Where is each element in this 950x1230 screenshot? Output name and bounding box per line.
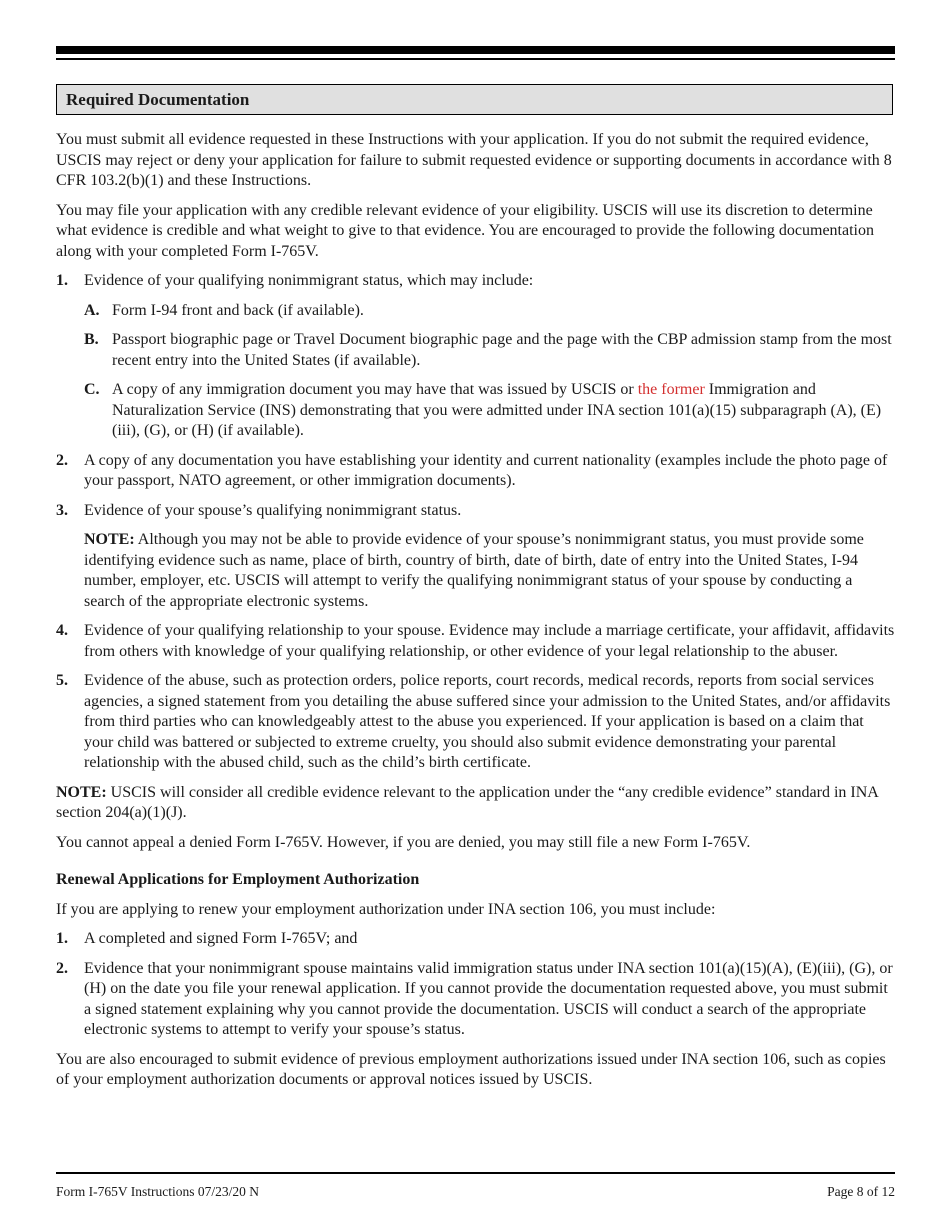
list-letter: A. bbox=[84, 301, 100, 319]
list-text: Evidence of your qualifying nonimmigrant status, which may include: bbox=[84, 272, 534, 289]
list-text: Evidence of the abuse, such as protection orders, police reports, court records, medical records, reports from social services agencies, a signed statement from you detailing the abuse suffered since your admission to the United States, and/or affidavits from third parties who can knowledgeably attest to the abuse you experienced. If your application is based on a claim that your child was battered or subjected to extreme cruelty, you should also submit evidence demonstrating your parental relationship with the abused child, such as the child’s birth certificate. bbox=[84, 672, 891, 771]
list-item-3 bbox=[56, 501, 896, 522]
list-number: 2. bbox=[56, 959, 68, 977]
list-text-before: A copy of any immigration document you may have that was issued by USCIS or bbox=[112, 381, 638, 398]
list-number: 3. bbox=[56, 501, 68, 519]
top-rule-thin bbox=[56, 58, 895, 60]
list-number: 5. bbox=[56, 672, 68, 689]
list-item-5 bbox=[56, 671, 896, 774]
top-rule-thick bbox=[56, 46, 895, 54]
renewal-closing: You are also encouraged to submit evidence of previous employment authorizations issued under INA section 106, such as copies of your employment authorization documents or approval notices issued by USCIS. bbox=[56, 1050, 886, 1088]
highlighted-text: the former bbox=[637, 381, 705, 398]
intro-paragraph-1: You must submit all evidence requested in these Instructions with your application. If you do not submit the required evidence, USCIS may reject or deny your application for failure to submit requested evidence or supporting documents in accordance with 8 CFR 103.2(b)(1) and these Instructions. bbox=[56, 131, 892, 189]
section-header bbox=[56, 84, 893, 115]
page-number: Page 8 of 12 bbox=[827, 1184, 895, 1199]
list-item-1a bbox=[84, 301, 896, 322]
renewal-intro: If you are applying to renew your employment authorization under INA section 106, you must include: bbox=[56, 900, 716, 918]
list-number: 1. bbox=[56, 272, 68, 289]
list-item-1 bbox=[56, 271, 896, 292]
list-number: 4. bbox=[56, 622, 68, 639]
appeal-paragraph: You cannot appeal a denied Form I-765V. However, if you are denied, you may still file a new Form I-765V. bbox=[56, 833, 751, 851]
list-number: 1. bbox=[56, 930, 68, 947]
list-item-1c bbox=[84, 380, 896, 442]
list-text: A completed and signed Form I-765V; and bbox=[84, 930, 358, 947]
list-item-1b bbox=[84, 330, 896, 371]
renewal-item-2 bbox=[56, 959, 896, 1041]
footer-form-info: Form I-765V Instructions 07/23/20 N bbox=[56, 1184, 259, 1199]
list-text: Evidence of your spouse’s qualifying nonimmigrant status. bbox=[84, 501, 462, 519]
list-text: Evidence of your qualifying relationship to your spouse. Evidence may include a marriage certificate, your affidavit, affidavits from others with knowledge of your qualifying relationship, or other evidence of your legal relationship to the abuser. bbox=[84, 622, 895, 660]
list-text: Evidence that your nonimmigrant spouse maintains valid immigration status under INA section 101(a)(15)(A), (E)(iii), (G), or (H) on the date you file your renewal application. If you cannot provide the documentation requested above, you must submit a signed statement explaining why you cannot provide the documentation. USCIS will conduct a search of the appropriate electronic systems to attempt to verify your spouse’s status. bbox=[84, 959, 893, 1038]
document-body bbox=[56, 130, 896, 1100]
list-text: A copy of any documentation you have establishing your identity and current nationality (examples include the photo page of your passport, NATO agreement, or other immigration documents). bbox=[84, 451, 888, 489]
list-number: 2. bbox=[56, 451, 68, 469]
note-text: Although you may not be able to provide evidence of your spouse’s nonimmigrant status, you must provide some identifying evidence such as name, place of birth, country of birth, date of birth, date of entry into the United States, I-94 number, employer, etc. USCIS will attempt to verify the qualifying nonimmigrant status of your spouse by conducting a search of the appropriate electronic systems. bbox=[84, 531, 864, 610]
note-label: NOTE: bbox=[84, 531, 135, 548]
section-title: Required Documentation bbox=[66, 90, 250, 109]
note-text: USCIS will consider all credible evidence relevant to the application under the “any credible evidence” standard in INA section 204(a)(1)(J). bbox=[56, 783, 878, 821]
note-label: NOTE: bbox=[56, 783, 107, 801]
renewal-heading: Renewal Applications for Employment Authorization bbox=[56, 871, 420, 888]
footer-rule bbox=[56, 1172, 895, 1174]
intro-paragraph-2: You may file your application with any credible relevant evidence of your eligibility. USCIS will use its discretion to determine what evidence is credible and what weight to give to that evidence. You are encouraged to provide the following documentation along with your completed Form I-765V. bbox=[56, 201, 874, 260]
list-letter: B. bbox=[84, 331, 99, 348]
list-item-2 bbox=[56, 451, 896, 492]
list-letter: C. bbox=[84, 381, 100, 398]
list-item-4 bbox=[56, 621, 896, 662]
renewal-item-1 bbox=[56, 929, 896, 950]
list-text: Passport biographic page or Travel Document biographic page and the page with the CBP admission stamp from the most recent entry into the United States (if available). bbox=[112, 331, 892, 369]
list-text-after: Immigration and Naturalization Service (INS) demonstrating that you were admitted under INA section 101(a)(15) subparagraph (A), (E)(iii), (G), or (H) (if available). bbox=[112, 381, 882, 439]
list-text bbox=[112, 380, 896, 442]
credible-evidence-note bbox=[56, 783, 896, 824]
spouse-status-note bbox=[84, 530, 896, 612]
list-text: Form I-94 front and back (if available). bbox=[112, 301, 364, 319]
